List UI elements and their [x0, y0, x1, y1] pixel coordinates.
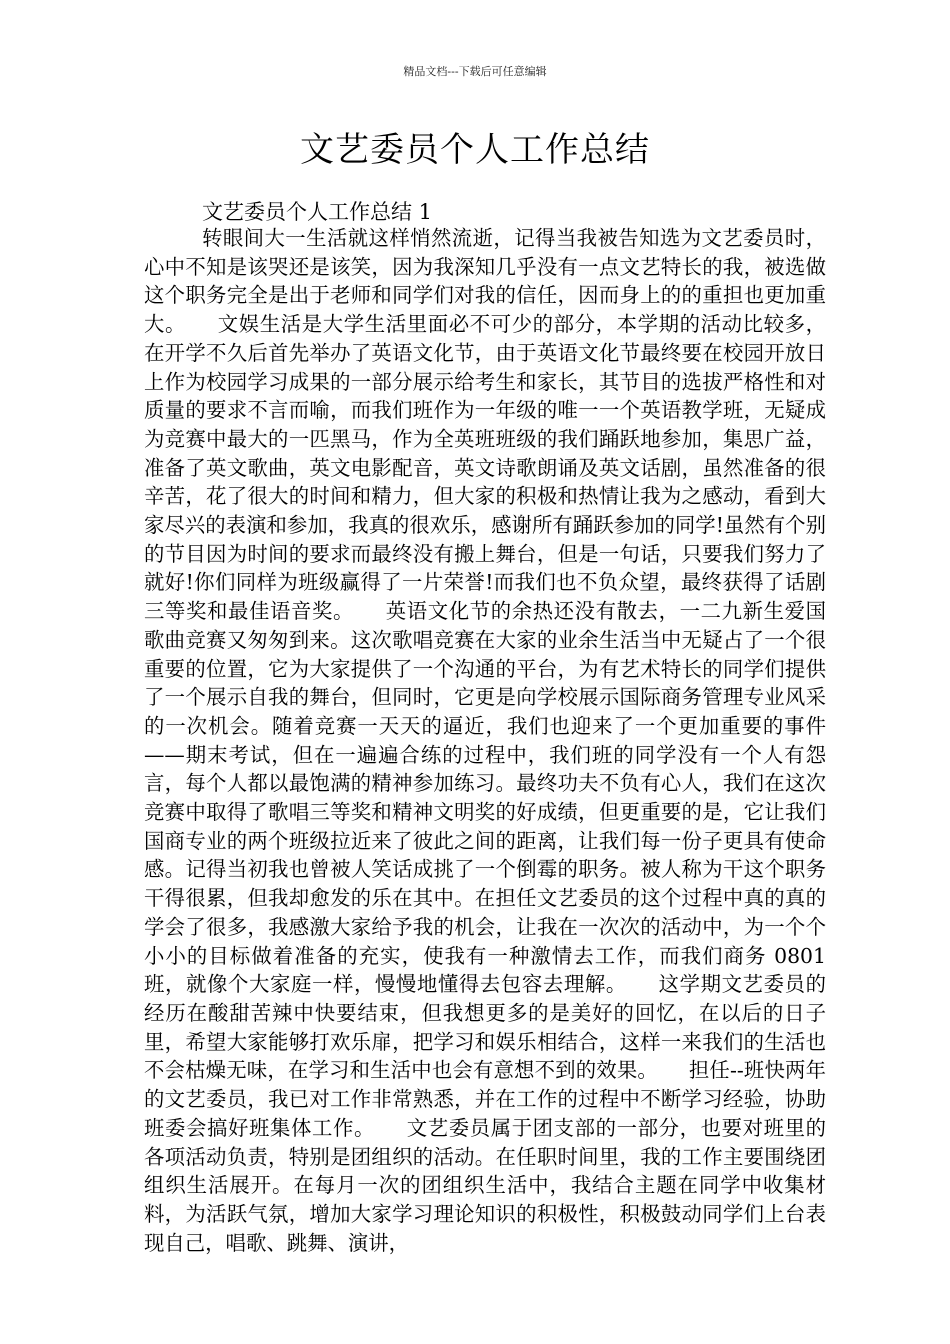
section-subtitle: 文艺委员个人工作总结 1 — [202, 200, 433, 224]
body-paragraph: 转眼间大一生活就这样悄然流逝，记得当我被告知选为文艺委员时，心中不知是该哭还是该笑，因为我深知几乎没有一点文艺特长的我，被选做这个职务完全是出于老师和同学们对我的信任，因而身上的的重担也更加重大。 文娱生活是大学生活里面必不可少的部分，本学期的活动比较多，在开学不久后首先举办了英语文化节，由于英语文化节最终要在校园开放日上作为校园学习成果的一部分展示给考生和家长，其节目的选拔严格性和对质量的要求不言而喻，而我们班作为一年级的唯一一个英语教学班，无疑成为竞赛中最大的一匹黑马，作为全英班班级的我们踊跃地参加，集思广益，准备了英文歌曲，英文电影配音，英文诗歌朗诵及英文话剧，虽然准备的很辛苦，花了很大的时间和精力，但大家的积极和热情让我为之感动，看到大家尽兴的表演和参加，我真的很欢乐，感谢所有踊跃参加的同学!虽然有个别的节目因为时间的要求而最终没有搬上舞台，但是一句话，只要我们努力了就好!你们同样为班级赢得了一片荣誉!而我们也不负众望，最终获得了话剧三等奖和最佳语音奖。 英语文化节的余热还没有散去，一二九新生爱国歌曲竞赛又匆匆到来。这次歌唱竞赛在大家的业余生活当中无疑占了一个很重要的位置，它为大家提供了一个沟通的平台，为有艺术特长的同学们提供了一个展示自我的舞台，但同时，它更是向学校展示国际商务管理专业风采的一次机会。随着竞赛一天天的逼近，我们也迎来了一个更加重要的事件——期末考试，但在一遍遍合练的过程中，我们班的同学没有一个人有怨言，每个人都以最饱满的精神参加练习。最终功夫不负有心人，我们在这次竞赛中取得了歌唱三等奖和精神文明奖的好成绩，但更重要的是，它让我们国商专业的两个班级拉近来了彼此之间的距离，让我们每一份子更具有使命感。记得当初我也曾被人笑话成挑了一个倒霉的职务。被人称为干这个职务干得很累，但我却愈发的乐在其中。在担任文艺委员的这个过程中真的真的学会了很多，我感激大家给予我的机会，让我在一次次的活动中，为一个个小小的目标做着准备的充实，使我有一种激情去工作，而我们商务 0801 班，就像个大家庭一样，慢慢地懂得去包容去理解。 这学期文艺委员的经历在酸甜苦辣中快要结束，但我想更多的是美好的回忆，在以后的日子里，希望大家能够打欢乐扉，把学习和娱乐相结合，这样一来我们的生活也不会枯燥无味，在学习和生活中也会有意想不到的效果。 担任--班快两年的文艺委员，我已对工作非常熟悉，并在工作的过程中不断学习经验，协助班委会搞好班集体工作。 文艺委员属于团支部的一部分，也要对班里的各项活动负责，特别是团组织的活动。在任职时间里，我的工作主要围绕团组织生活展开。在每月一次的团组织生活中，我结合主题在同学中收集材料，为活跃气氛，增加大家学习理论知识的积极性，积极鼓动同学们上台表现自己，唱歌、跳舞、演讲， — [144, 226, 826, 1255]
header-note: 精品文档---下载后可任意编辑 — [403, 65, 547, 78]
document-title: 文艺委员个人工作总结 — [300, 130, 650, 170]
